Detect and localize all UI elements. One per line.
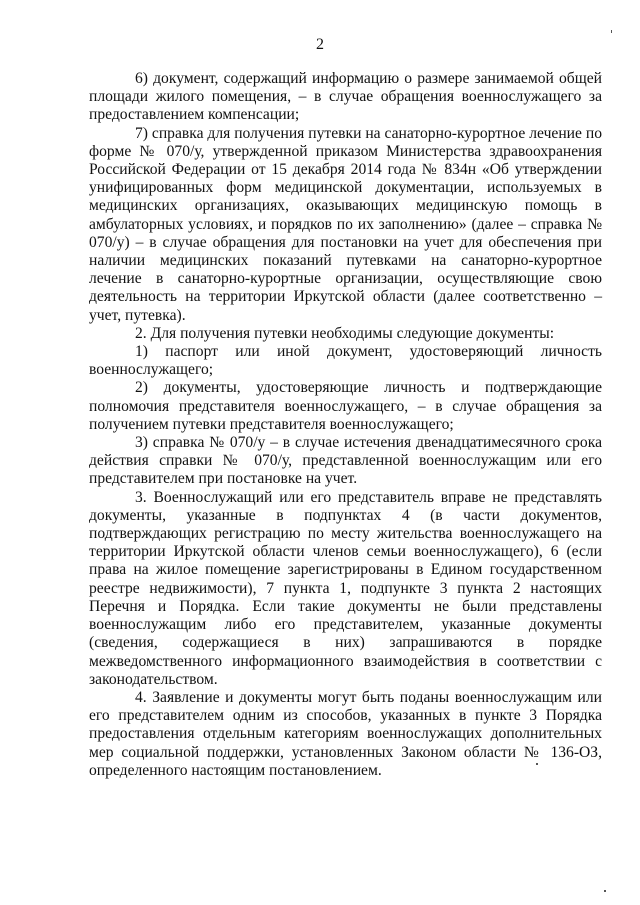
paragraph-section-2-item-1: 1) паспорт или иной документ, удостоверяющий личность военнослужащего; — [89, 343, 602, 379]
scan-speck — [536, 763, 538, 765]
scan-speck — [604, 890, 606, 892]
document-body — [89, 70, 602, 780]
paragraph-item-7: 7) справка для получения путевки на санаторно-курортное лечение по форме № 070/у, утвержденной приказом Министерства здравоохранения Российской Федерации от 15 декабря 2014 года № 834н «Об утверждении унифицированных форм медицинской документации, используемых в медицинских организациях, оказывающих медицинскую помощь в амбулаторных условиях, и порядков по их заполнению» (далее – справка № 070/у) – в случае обращения для постановки на учет для обеспечения при наличии медицинских показаний путевками на санаторно-курортное лечение в санаторно-курортные организации, осуществляющие свою деятельность на территории Иркутской области (далее соответственно – учет, путевка). — [89, 124, 602, 324]
paragraph-section-2-item-2: 2) документы, удостоверяющие личность и подтверждающие полномочия представителя военнослужащего, – в случае обращения за получением путевки представителя военнослужащего; — [89, 379, 602, 433]
paragraph-section-2: 2. Для получения путевки необходимы следующие документы: — [135, 324, 555, 342]
paragraph-item-6: 6) документ, содержащий информацию о размере занимаемой общей площади жилого помещения, – в случае обращения военнослужащего за предоставлением компенсации; — [89, 70, 602, 124]
page-number: 2 — [316, 36, 324, 53]
paragraph-section-2-item-3: 3) справка № 070/у – в случае истечения двенадцатимесячного срока действия справки № 070/у, представленной военнослужащим или его представителем при постановке на учет. — [89, 434, 602, 488]
paragraph-section-4: 4. Заявление и документы могут быть поданы военнослужащим или его представителем одним из способов, указанных в пункте 3 Порядка предоставления отдельным категориям военнослужащих дополнительных мер социальной поддержки, установленных Законом области № 136-ОЗ, определенного настоящим постановлением. — [89, 688, 602, 779]
paragraph-section-3: 3. Военнослужащий или его представитель вправе не представлять документы, указанные в подпунктах 4 (в части документов, подтверждающих регистрацию по месту жительства военнослужащего на территории Иркутской области членов семьи военнослужащего), 6 (если права на жилое помещение зарегистрированы в Едином государственном реестре недвижимости), 7 пункта 1, подпункте 3 пункта 2 настоящих Перечня и Порядка. Если такие документы не были представлены военнослужащим либо его представителем, указанные документы (сведения, содержащиеся в них) запрашиваются в порядке межведомственного информационного взаимодействия в соответствии с законодательством. — [89, 488, 602, 688]
scan-speck — [611, 30, 612, 33]
